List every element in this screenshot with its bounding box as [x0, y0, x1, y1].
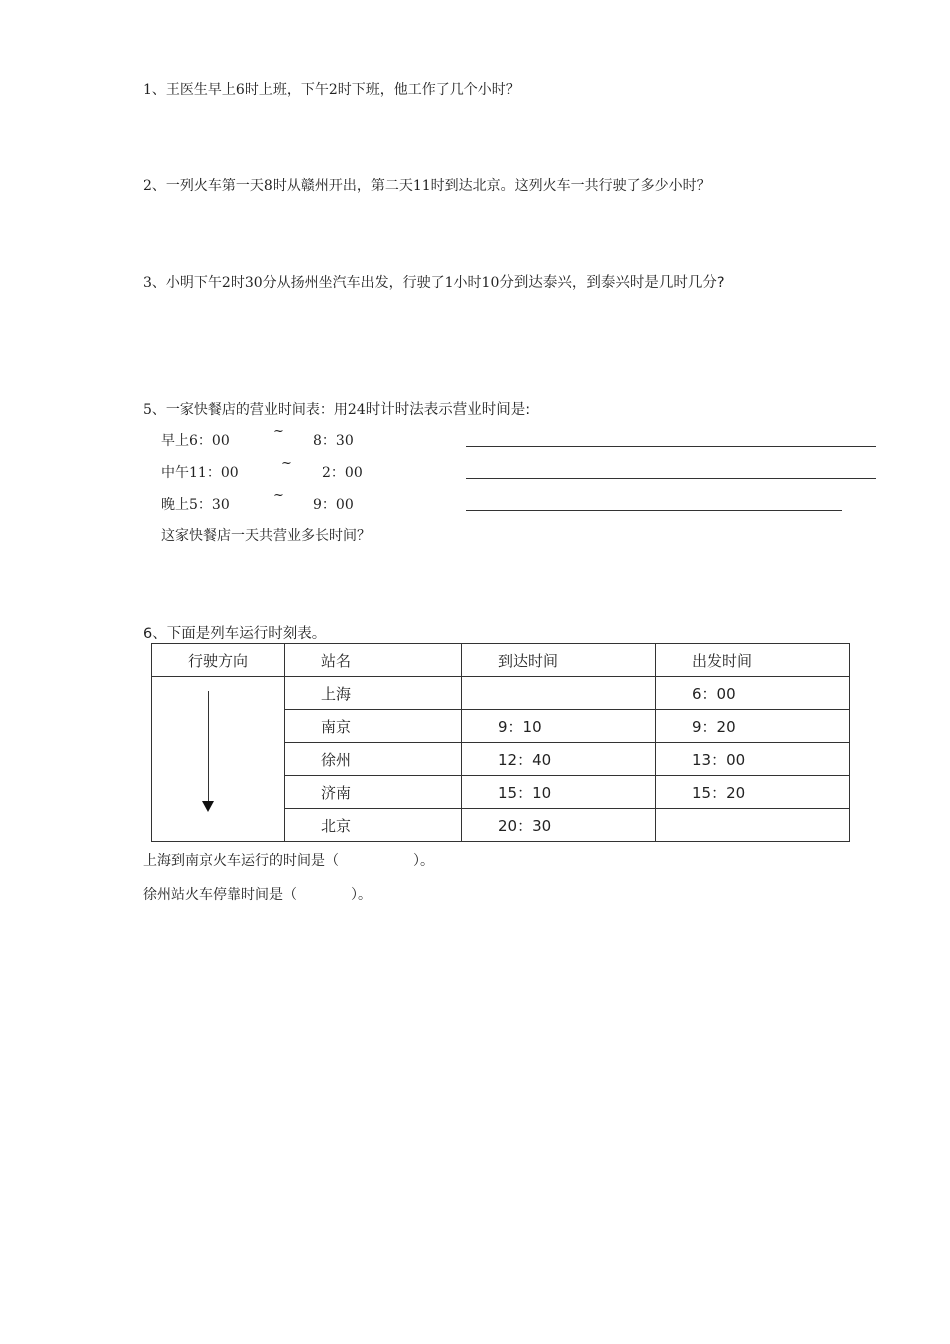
- hours-row-end: 9：00: [313, 497, 354, 513]
- question-5-ask: 这家快餐店一天共营业多长时间？: [161, 528, 371, 544]
- depart-cell: 6：00: [656, 677, 850, 710]
- station-cell: 济南: [285, 776, 462, 809]
- question-1: 1、王医生早上6时上班，下午2时下班，他工作了几个小时？: [143, 82, 520, 98]
- hours-row-start: 早上6：00: [161, 433, 230, 449]
- fill-question-1-text: 上海到南京火车运行的时间是（: [143, 853, 339, 869]
- arrive-cell: 20：30: [462, 809, 656, 842]
- header-station: 站名: [285, 644, 462, 677]
- answer-line-1[interactable]: [466, 446, 876, 447]
- train-schedule-table: [151, 643, 850, 842]
- depart-cell: [656, 809, 850, 842]
- hours-row-start: 晚上5：30: [161, 497, 230, 513]
- question-6-title: 6、下面是列车运行时刻表。: [143, 626, 327, 642]
- arrive-cell: 9：10: [462, 710, 656, 743]
- hours-row-tilde: ~: [273, 424, 284, 439]
- fill-question-1: [143, 850, 434, 870]
- direction-cell: [152, 677, 285, 842]
- arrive-cell: 15：10: [462, 776, 656, 809]
- hours-row-end: 2：00: [322, 465, 363, 481]
- station-cell: 南京: [285, 710, 462, 743]
- fill-question-2-close: ）。: [351, 887, 372, 903]
- header-arrive: 到达时间: [462, 644, 656, 677]
- hours-row-start: 中午11：00: [161, 465, 239, 481]
- table-header-row: [152, 644, 850, 677]
- hours-row-tilde: ~: [273, 488, 284, 503]
- depart-cell: 9：20: [656, 710, 850, 743]
- question-3: [143, 271, 725, 292]
- hours-row-tilde: ~: [281, 456, 292, 471]
- depart-cell: 15：20: [656, 776, 850, 809]
- question-5-part2: 时计时法表示营业时间是:: [365, 402, 531, 418]
- station-cell: 徐州: [285, 743, 462, 776]
- station-cell: 上海: [285, 677, 462, 710]
- header-direction: 行驶方向: [152, 644, 285, 677]
- header-depart: 出发时间: [656, 644, 850, 677]
- arrive-cell: [462, 677, 656, 710]
- question-5-part1: 5、一家快餐店的营业时间表：用24: [143, 402, 366, 418]
- fill-question-2-text: 徐州站火车停靠时间是（: [143, 887, 297, 903]
- answer-line-2[interactable]: [466, 478, 876, 479]
- direction-arrow-line: [208, 691, 209, 803]
- fill-question-2: [143, 884, 372, 904]
- question-3-part2: 分到达泰兴，到泰兴时是几时几分?: [499, 275, 725, 291]
- question-3-part1: 3、小明下午2时30分从扬州坐汽车出发，行驶了1小时10: [143, 275, 500, 291]
- arrive-cell: 12：40: [462, 743, 656, 776]
- question-2: 2、一列火车第一天8时从赣州开出，第二天11时到达北京。这列火车一共行驶了多少小时？: [143, 178, 711, 194]
- arrow-down-icon: [202, 801, 214, 812]
- fill-question-1-close: ）。: [413, 853, 434, 869]
- depart-cell: 13：00: [656, 743, 850, 776]
- hours-row-end: 8：30: [313, 433, 354, 449]
- table-row: [152, 677, 850, 710]
- question-5: [143, 398, 530, 419]
- answer-line-3[interactable]: [466, 510, 842, 511]
- station-cell: 北京: [285, 809, 462, 842]
